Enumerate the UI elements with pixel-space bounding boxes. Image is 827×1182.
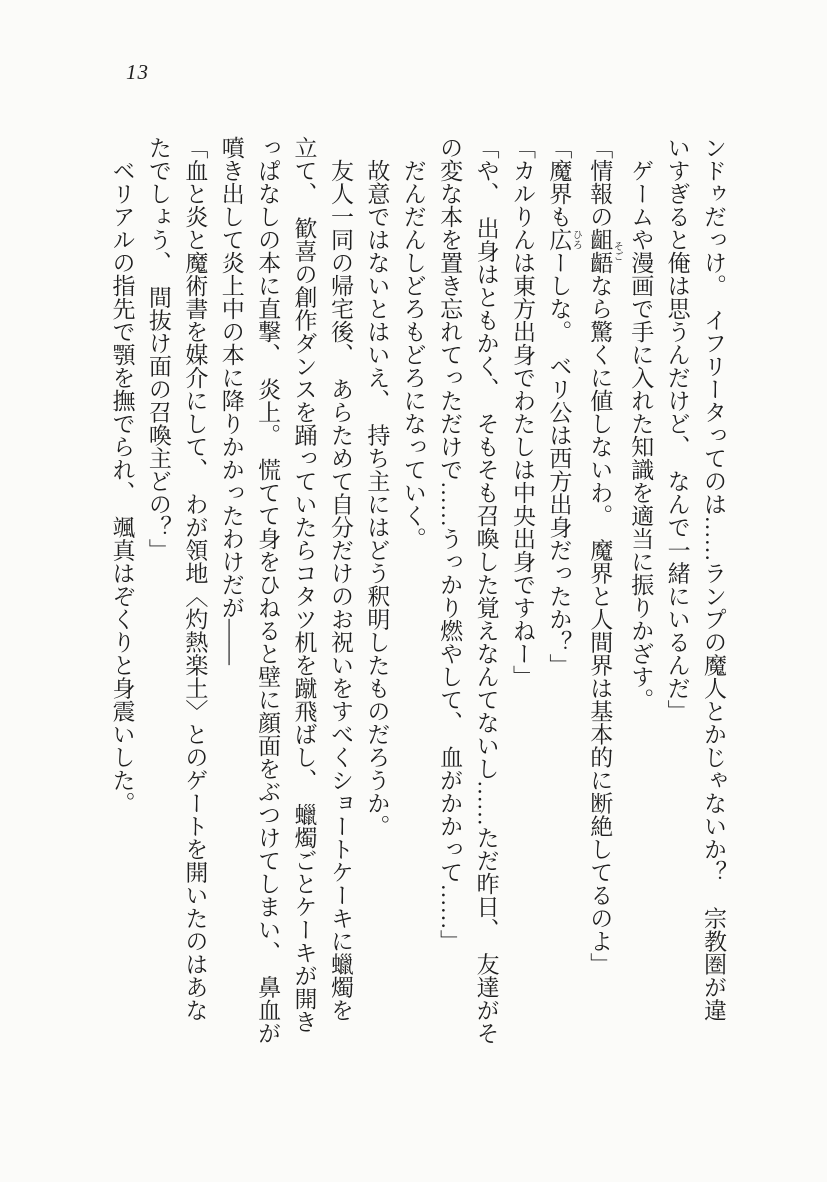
text-line: っぱなしの本に直撃、 炎上。 慌てて身をひねると壁に顔面をぶつけてしまい、 鼻血が: [255, 136, 281, 1045]
text-line: 「や、 出身はともかく、 そもそも召喚した覚えなんてないし……ただ昨日、 友達がそ: [473, 136, 499, 1045]
text-line: ンドゥだっけ。 イフリータってのは……ランプの魔人とかじゃないか？ 宗教圏が違: [701, 136, 726, 1022]
text-line: 「カルりんは東方出身でわたしは中央出身ですねー」: [509, 136, 535, 688]
text-line: ベリアルの指先で顎を撫でられ、 颯真はぞくりと身震いした。: [109, 136, 135, 815]
text-line: だんだんしどろもどろになっていく。: [400, 136, 426, 550]
text-line: ゲームや漫画で手に入れた知識を適当に振りかざす。: [628, 136, 654, 711]
text-line: 噴き出して炎上中の本に降りかかったわけだが——: [218, 136, 244, 665]
text-line: 友人一同の帰宅後、 あらためて自分だけのお祝いをすべくショートケーキに蠟燭を: [327, 136, 353, 1022]
text-line: いすぎると俺は思うんだけど、 なんで一緒にいるんだ」: [664, 136, 690, 723]
vertical-text-block: [103, 136, 731, 1101]
text-line: の変な本を置き忘れてっただけで……うっかり燃やして、 血がかかって……」: [437, 136, 463, 953]
text-line: たでしょう、 間抜け面の召喚主どの？」: [145, 136, 171, 562]
text-line: 立て、 歓喜の創作ダンスを踊っていたらコタツ机を蹴飛ばし、 蠟燭ごとケーキが開き: [291, 136, 317, 1033]
text-line: 「魔界も広 ひろーしな。 ベリ公は西方出身だったか？」: [546, 136, 582, 677]
text-line: 故意ではないとはいえ、 持ち主にはどう釈明したものだろうか。: [364, 136, 390, 838]
text-line: 「情報の齟齬 そごなら驚くに値しないわ。 魔界と人間界は基本的に断絶してるのよ」: [587, 136, 623, 976]
page-number: 13: [126, 60, 149, 84]
text-line: 「血と炎と魔術書を媒介にして、 わが領地〈灼熱楽土〉とのゲートを開いたのはあな: [182, 136, 208, 1022]
